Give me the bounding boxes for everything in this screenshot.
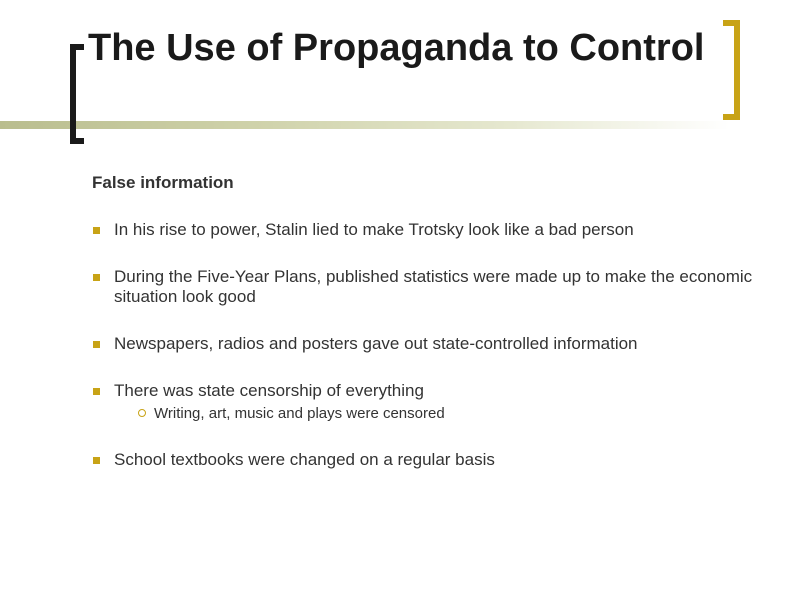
- title-underline-bar: [0, 121, 730, 129]
- slide-title: The Use of Propaganda to Control: [88, 27, 705, 69]
- hollow-circle-bullet-icon: [138, 409, 146, 417]
- square-bullet-icon: [93, 341, 100, 348]
- square-bullet-icon: [93, 274, 100, 281]
- sub-bullet-list: [114, 404, 772, 423]
- section-subheading: False information: [92, 173, 234, 192]
- bullet-item: [92, 381, 772, 423]
- left-bracket-decoration: [70, 44, 84, 144]
- sub-bullet-item: [132, 404, 772, 423]
- bullet-item: [92, 334, 772, 354]
- square-bullet-icon: [93, 388, 100, 395]
- bullet-text: In his rise to power, Stalin lied to make Trotsky look like a bad person: [114, 220, 634, 239]
- bullet-text: Newspapers, radios and posters gave out state-controlled information: [114, 334, 638, 353]
- right-bracket-decoration: [723, 20, 740, 120]
- bullet-text: School textbooks were changed on a regular basis: [114, 450, 495, 469]
- square-bullet-icon: [93, 227, 100, 234]
- bullet-item: [92, 220, 772, 240]
- bullet-list: [92, 220, 772, 470]
- bullet-text: There was state censorship of everything: [114, 381, 424, 400]
- bullet-item: [92, 267, 772, 307]
- slide-body: [92, 172, 772, 497]
- bullet-text: During the Five-Year Plans, published statistics were made up to make the economic situation look good: [114, 267, 753, 306]
- bullet-item: [92, 450, 772, 470]
- sub-bullet-text: Writing, art, music and plays were censored: [154, 405, 445, 422]
- square-bullet-icon: [93, 457, 100, 464]
